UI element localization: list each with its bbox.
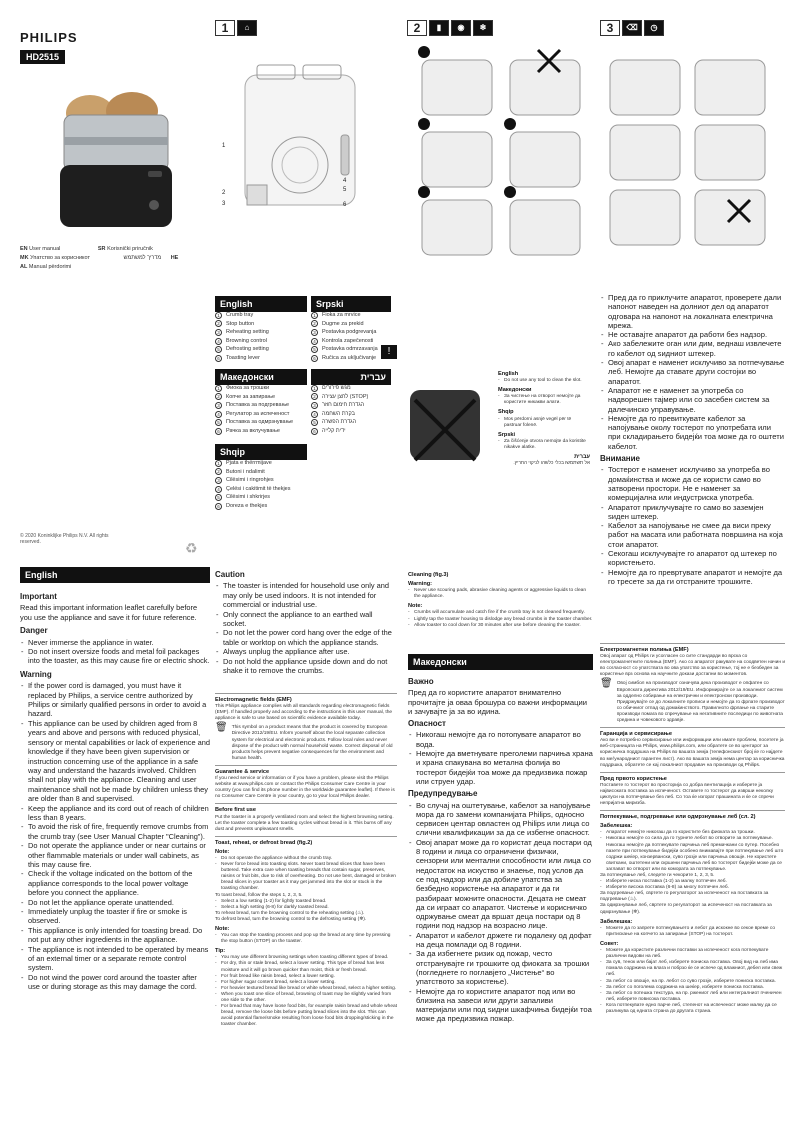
list-item: 1 Fioka za mrvice bbox=[311, 311, 391, 320]
parts-makedonski-list bbox=[215, 384, 307, 436]
lang-al: AL Manual përdorimi bbox=[20, 264, 72, 270]
list-item: 3 הגדרת חימום חוזר bbox=[311, 401, 391, 410]
warning-notes: English - Do not use any tool to clean the slot. Македонски - За чистење на отворот немојте да користите никакви алати. Shqip - Mos përdorni asnjë vegël për të pastruar folenë. Srpski - Za čišćenje otvora nemojte da koristite nikakve alatke. עברית אל תשתמשו בכלי כלשהו לניקוי החריץ. bbox=[498, 368, 590, 467]
lang-sr: SR Korisnički priručnik bbox=[97, 246, 153, 252]
diagram-toaster-parts bbox=[215, 45, 385, 245]
brand-logo: PHILIPS bbox=[20, 30, 78, 45]
wait-icon: ◷ bbox=[644, 20, 664, 36]
list-item: 5 הגדרת הפשרה bbox=[311, 418, 391, 427]
list-item: 3 Reheating setting bbox=[215, 328, 307, 337]
list-item: 4 Kontrola zapečenosti bbox=[311, 337, 391, 346]
diagram-label-5: 5 bbox=[343, 187, 347, 193]
diagram-label-3: 3 bbox=[222, 201, 226, 207]
list-item: 6 Toasting lever bbox=[215, 354, 307, 363]
list-item: 2 Stop button bbox=[215, 320, 307, 329]
recycle-block-mk: 🗑 Овој симбол на производот означува дека производот е опфатен со Европската директива 2012/19/EU. Информирајте се за локалниот систем за одделно собирање на електрични и електронски производи. Придржувајте се до локалните прописи и немојте да го фрлате производот со обичниот отпад од домаќинството. Правилното фрлање на старите производи помага во спречување на негативните последици по животната средина и човековото здравје. bbox=[600, 678, 785, 724]
column-cleaning: Cleaning (fig.3) Warning: - Never use scouring pads, abrasive cleaning agents or aggressive liquids to clean the appliance. Note: - Crumbs will accumulate and catch fire if the crumb tray is not cleaned frequently. - Lightly tap the toaster housing to dislodge any bread crumbs in the toaster chamber. - Allow toaster to cool down for 30 minutes after use before cleaning the toaster. bbox=[408, 569, 593, 629]
diagram-label-6: 6 bbox=[343, 202, 347, 208]
column-makedonski-2-small: Електромагнетни полиња (EMF) Овој апарат од Philips ги усогласен со сите стандарди во врска со електромагнетните полиња (EMF). Ако со апаратот ракувате на соодветен начин и во согласност со упатствата во ова упатство за користење, тој не е безбеден за користење врз основа на научните докази достапни во моментов. 🗑 Овој симбол на производот означува дека производот е опфатен со Европската директива 2012/19/EU. Информирајте се за локалниот систем за одделно собирање на електрични и електронски производи. Придржувајте се до локалните прописи и немојте да го фрлате производот со обичниот отпад од домаќинството. Правилното фрлање на старите производи помага во спречување на негативните последици по животната средина и човековото здравје. Гаранција и сервисирање Ако ви е потребно сервисирање или информации или имате проблем, посетете ја веб-страницата на Philips, www.philips.com, или обратете се во центарот за корисничка поддршка на Philips во вашата земја (телефонскиот број ќе го најдете во меѓународниот гарантен лист). Ако во вашата земја нема центар за корисничка поддршка, обратете се кај локалниот продавач на производи од Philips. Пред првото користење Поставете го тостерот во просторија со добра вентилација и изберете ја највисоката поставка за испеченост. Оставете го тостерот да изврши неколку циклуси на потпечување без леб. Со тоа ќе изгорат прашината и ќе се спречи непријатна миризба. Потпекување, подгревање или одмрзнување леб (сл. 2) Забелешка: - Апаратот немојте никогаш да го користите без фиоката за трошки. - Никогаш немојте со сила да го турнете лебот во отворите за потпекување. Никогаш немојте да потпекувате парчиња леб премачкани со путер. Посебно пазете при потпекување бидејќи особено внимавајте при потпекување леб што содржи шеќер, конзервански, суво грозје или парчиња овошје. Не користете свиткани, оштетени или скршени парчиња леб во тостерот бидејќи може да се заглават во отворот или во комората за потпекување. За потпекување леб, следете ги чекорите 1, 2, 3, 5. - Изберете ниска поставка (1-2) за малку потпечен леб. - Изберете висока поставка (6-8) за многу потпечен леб. За подгревање леб, свртете го регулаторот за испеченост на поставката за подгревање (♨). За одмрзнување леб, свртете го регулаторот за испеченост на поставката за одмрзнување (❄). Забелешка: - Можете да го запрете потпекувањето и лебот да искокне во секое време со притискање на копчето за запирање (STOP) на тостерот. Совет: - Можете да користите различни поставки за испеченост кога потпекувате различни видови на леб. - За сув, тенок или бајат леб, изберете пониска поставка. Овој вид на леб има помала содржина на влага и побрзо ќе се испече од влажниот, дебел или свеж леб. - За лебот со овошје, на пр. лебот со суво грозје, изберете пониска поставка. - За лебот со поголема содржина на шеќер, изберете пониска поставка. - За лебот со потешка текстура, на пр. ржениот леб или интегралниот пченичен леб, изберете повисока поставка. - Кога потпекувате едно парче леб, степенот на испеченост може малку да се разликува од едната страна до другата страна. bbox=[600, 643, 785, 1015]
parts-makedonski-title: Македонски bbox=[215, 369, 307, 385]
parts-english-list bbox=[215, 311, 307, 363]
parts-srpski-title: Srpski bbox=[311, 296, 391, 312]
list-item: 1 Pjata e thërrmijave bbox=[215, 459, 315, 468]
lang-en: EN User manual bbox=[20, 246, 61, 252]
diagram-label-4: 4 bbox=[343, 178, 347, 184]
toaster-illustration bbox=[50, 75, 180, 235]
list-item: 5 Поставка за одмрзнување bbox=[215, 418, 307, 427]
step-1-badge: 1 bbox=[215, 20, 235, 36]
list-item: 6 Рачка за вклучување bbox=[215, 427, 307, 436]
section-english-title: English bbox=[20, 567, 210, 583]
column-english-1: Important Read this important information leaflet carefully before you use the appliance and save it for future reference. Danger - Never immerse the appliance in water. - Do not insert oversize foods and metal foil packages into the toaster, as this may cause fire or electric shock. Warning - If the power cord is damaged, you must have it replaced by Philips, a service centre authorized by Philips or similarly qualified persons in order to avoid a hazard. - This appliance can be used by children aged from 8 years and above and persons with reduced physical, sensory or mental capabilities or lack of experience and knowledge if they have been given supervision or instruction concerning use of the appliance in a safe way and understand the hazards involved. Children shall not play with the appliance. Cleaning and user maintenance shall not be made by children unless they are older than 8 and supervised. - Keep the appliance and its cord out of reach of children less than 8 years. - To avoid the risk of fire, frequently remove crumbs from the crumb tray (see User Manual Chapter "Cleaning"). - Do not operate the appliance under or near curtains or other flammable materials or under wall cabinets, as this may cause fire. - Check if the voltage indicated on the bottom of the appliance corresponds to the local power voltage before you connect the appliance. - Do not let the appliance operate unattended. - Immediately unplug the toaster if fire or smoke is observed. - This appliance is only intended for toasting bread. Do not put any other ingredients in the appliance. - The appliance is not intended to be operated by means of an external timer or a separate remote control system. - Do not wind the power cord around the toaster after use or during storage as this may damage the cord. bbox=[20, 588, 210, 992]
list-item: 4 Browning control bbox=[215, 337, 307, 346]
list-item: 1 מגש פירורים bbox=[311, 384, 391, 393]
language-list bbox=[20, 245, 240, 272]
slot-clean-illustration bbox=[400, 370, 490, 470]
column-makedonski-2: - Пред да го приклучите апаратот, проверете дали напонот наведен на долниот дел од апаратот одговара на напонот на локалната електрична мрежа. - Не оставајте апаратот да работи без надзор. - Ако забележите оган или дим, веднаш извлечете го кабелот од ѕидниот штекер. - Овој апарат е наменет исклучиво за потпечување леб. Немојте да ставате други состојки во апаратот. - Апаратот не е наменет за употреба со надворешен тајмер или со засебен систем за далечинско управување. - Немојте да го превиткувате кабелот за напојување околу тостерот по употребата или при складирањето бидејќи тоа може да го оштети кабелот. Внимание - Тостерот е наменет исклучиво за употреба во домаќинства и може да се користи само во затворени простори. Не е наменет за комерцијална или индустриска употреба. - Апаратот приклучувајте го само во заземјен ѕиден штекер. - Кабелот за напојување не смее да виси преку работ на масата или работната површина на која стои апаратот. - Секогаш исклучувајте го апаратот од штекер по користењето. - Немојте да го превртувате апаратот и немојте да го тресете за да ги отстраните трошките. bbox=[600, 293, 785, 586]
list-item: 5 Postavka odmrzavanja bbox=[311, 345, 391, 354]
parts-srpski-list bbox=[311, 311, 391, 363]
column-makedonski-1: Важно Пред да го користите апаратот внимателно прочитајте ја оваа брошура со важни информации и зачувајте ја за во идина. Опасност - Никогаш немојте да го потопувате апаратот во вода. - Немојте да вметнувате преголеми парчиња храна и храна спакувана во метална фолија во тостерот бидејќи тоа може да предизвика пожар или струен удар. Предупредување - Во случај на оштетување, кабелот за напојување мора да го замени компанијата Philips, односно сервисен центар овластен од Philips или лица со слични квалификации за да се избегне опасност. - Овој апарат може да го користат деца постари од 8 години и лица со ограничени физички, сензорни или ментални способности или лица со недостаток на искуство и знаење, под услов да се под надзор или да добиле упатства за безбедно користење на апаратот и да ги разбираат можните опасности. Децата не смеат да си играат со апаратот. Чистење и корисничко одржување смеат да вршат деца постари од 8 години под надзор на возрасно лице. - Апаратот и кабелот држете ги подалеку од дофат на деца помлади од 8 години. - За да избегнете ризик од пожар, често отстранувајте ги трошките од фиоката за трошки (погледнете го поглавјето „Чистење“ во упатството за користење). - Немојте да го користите апаратот под или во близина на завеси или други запаливи материјали или под ѕидни шкафчиња бидејќи тоа може да предизвика пожар. bbox=[408, 674, 593, 1024]
column-english-2-small: Electromagnetic fields (EMF) This Philips appliance complies with all standards regarding electromagnetic fields (EMF). If handled properly and according to the instructions in this user manual, the appliance is safe to use based on scientific evidence available today. 🗑 This symbol on a product means that the product is covered by European Directive 2012/19/EU. Inform yourself about the local separate collection system for electrical and electronic products. Follow local rules and never dispose of the product with normal household waste. Correct disposal of old products helps prevent negative consequences for the environment and human health. Guarantee & service If you need service or information or if you have a problem, please visit the Philips website at www.philips.com or contact the Philips Consumer Care Centre in your country (you can find its phone number in the worldwide guarantee leaflet). If there is no Consumer Care Centre in your country, go to your local Philips dealer. Before first use Put the toaster in a properly ventilated room and select the highest browning setting. Let the toaster complete a few toasting cycles without bread in it. This burns off any dust and prevents unpleasant smells. Toast, reheat, or defrost bread (fig.2) Note: - Do not operate the appliance without the crumb tray. - Never force bread into toasting slots. Never toast bread slices that have been buttered. Take extra care when toasting breads that contain sugar, preserves, raisins or fruit bits, due to risk of overheating. Do not use bent, damaged or broken bread slices in your toaster as it may get jammed into the slot or stuck in the toasting chamber. To toast bread, follow the steps 1, 2, 3, 5. - Select a low setting (1-2) for lightly toasted bread. - Select a high setting (6-8) for darkly toasted bread. To reheat bread, turn the browning control to the reheating setting (♨). To defrost bread, turn the browning control to the defrosting setting (❄). Note: - You can stop the toasting process and pop up the bread at any time by pressing the stop button (STOP) on the toaster. Tip: - You may use different browning settings when toasting different types of bread. - For dry, thin or stale bread, select a lower setting. This type of bread has less moisture and it will go brown quicker than moist, thick or fresh bread. - For fruit bread like raisin bread, select a lower setting. - For higher sugar content bread, select a lower setting. - For heavier textured bread like bread or white wheat bread, select a higher setting. - When you toast one slice of bread, browning of toast may be slightly varied from one side to the other. - For bread that may have loose food bits, for example raisin bread and whole wheat bread, remove the loose bits before putting bread slices into the slot. This can avoid potential flame/smoke resulting from loose food bits dropping/sticking in the toaster chamber. bbox=[215, 693, 397, 1029]
list-item: 6 ידית קלייה bbox=[311, 427, 391, 436]
list-item: 2 Butoni i ndalimit bbox=[215, 468, 315, 477]
parts-hebrew-title: עברית bbox=[311, 369, 391, 385]
list-item: 5 Defrosting setting bbox=[215, 345, 307, 354]
list-item: 3 Cilësimi i ringrohjes bbox=[215, 476, 315, 485]
step-2-badge: 2 bbox=[407, 20, 427, 36]
column-english-2: Caution - The toaster is intended for household use only and may only be used indoors. It is not intended for commercial or industrial use. - Only connect the appliance to an earthed wall socket. - Do not let the power cord hang over the edge of the table or worktop on which the appliance stands. - Always unplug the appliance after use. - Do not hold the appliance upside down and do not shake it to remove the crumbs. bbox=[215, 566, 397, 675]
dial-icon: ◉ bbox=[451, 20, 471, 36]
parts-shqip-list bbox=[215, 459, 315, 511]
parts-shqip-title: Shqip bbox=[215, 444, 307, 460]
list-item: 1 Фиока за трошки bbox=[215, 384, 307, 393]
list-item: 3 Postavka podgrevanja bbox=[311, 328, 391, 337]
list-item: 2 Dugme za prekid bbox=[311, 320, 391, 329]
list-item: 2 Копче за запирање bbox=[215, 393, 307, 402]
step-3-illustrations bbox=[600, 40, 780, 260]
wheelie-bin-icon: 🗑 bbox=[600, 678, 613, 690]
defrost-icon: ❄ bbox=[473, 20, 493, 36]
diagram-label-1: 1 bbox=[222, 143, 226, 149]
list-item: 6 Ručica za uključivanje bbox=[311, 354, 391, 363]
list-item: 4 Регулатор за испеченост bbox=[215, 410, 307, 419]
list-item: 4 Çelësi i cakitimit të thekjes bbox=[215, 485, 315, 494]
list-item: 4 בקרת השחמה bbox=[311, 410, 391, 419]
bread-icon: ▮ bbox=[429, 20, 449, 36]
lang-mk: MK Упатство за корисникот bbox=[20, 255, 90, 261]
copyright-text: © 2020 Koninklijke Philips N.V. All rights reserved. bbox=[20, 533, 109, 545]
wheelie-bin-icon: 🗑 bbox=[215, 722, 228, 734]
clean-icon: ⌫ bbox=[622, 20, 642, 36]
lang-he: מדריך למשתמש HE bbox=[123, 255, 179, 261]
list-item: 6 Doreza e thekjes bbox=[215, 502, 315, 511]
step-3-badge: 3 bbox=[600, 20, 620, 36]
crumb-tray-icon: ⌂ bbox=[237, 20, 257, 36]
warning-icon: ! bbox=[381, 345, 397, 359]
model-badge: HD2515 bbox=[20, 50, 65, 64]
recycle-icon: ♻ bbox=[185, 540, 198, 556]
diagram-label-2: 2 bbox=[222, 190, 226, 196]
step-2-illustrations bbox=[410, 40, 590, 300]
list-item: 1 Crumb tray bbox=[215, 311, 307, 320]
list-item: 2 לחצן עצירה (STOP) bbox=[311, 393, 391, 402]
recycle-block: 🗑 This symbol on a product means that the product is covered by European Directive 2012/19/EU. Inform yourself about the local separate collection system for electrical and electronic products. Follow local rules and never dispose of the product with normal household waste. Correct disposal of old products helps prevent negative consequences for the environment and human health. bbox=[215, 722, 393, 761]
section-makedonski-title: Македонски bbox=[408, 654, 593, 670]
parts-english-title: English bbox=[215, 296, 307, 312]
list-item: 3 Поставка за подгревање bbox=[215, 401, 307, 410]
parts-hebrew-list bbox=[311, 384, 391, 436]
list-item: 5 Cilësimi i shkrirjes bbox=[215, 493, 315, 502]
